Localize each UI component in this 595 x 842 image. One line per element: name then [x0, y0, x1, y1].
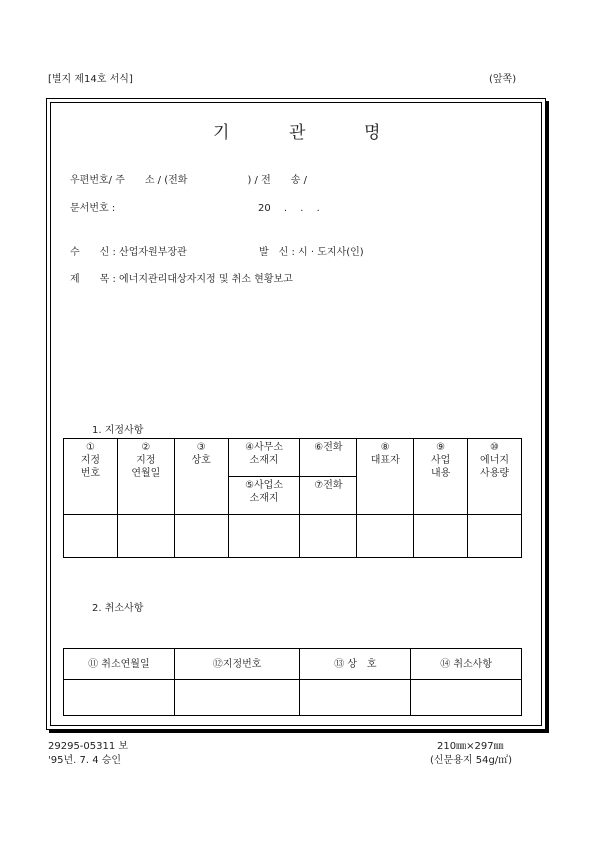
table-cell[interactable] [117, 514, 174, 557]
col-site-phone: ⑦전화 [300, 477, 357, 514]
form-code: 29295-05311 보 [48, 741, 129, 752]
col-designation-number: ① 지정 번호 [64, 439, 118, 515]
col-company-name-2: ⑬ 상 호 [300, 649, 411, 680]
table-cell[interactable] [300, 680, 411, 716]
table-cell[interactable] [64, 514, 118, 557]
table-cell[interactable] [468, 514, 522, 557]
subject: 제 목 : 에너지관리대상자지정 및 취소 현황보고 [70, 274, 293, 285]
table-cell[interactable] [174, 514, 228, 557]
col-designation-number-2: ⑫지정번호 [174, 649, 300, 680]
form-inner-border [50, 102, 542, 726]
table-cell[interactable] [64, 680, 175, 716]
table-cell[interactable] [174, 680, 300, 716]
table-cell[interactable] [357, 514, 414, 557]
sender: 발 신 : 시 · 도지사(인) [259, 247, 364, 258]
col-office-location: ④사무소 소재지 [228, 439, 300, 477]
table-cell[interactable] [414, 514, 468, 557]
col-site-location: ⑤사업소 소재지 [228, 477, 300, 514]
page-side-label: (앞쪽) [489, 74, 517, 85]
title-char-1: 기 [213, 123, 231, 143]
form-id: [별지 제14호 서식] [48, 74, 133, 85]
col-cancel-date: ⑪ 취소연월일 [64, 649, 175, 680]
title-char-3: 명 [364, 123, 382, 143]
table-cell[interactable] [411, 680, 522, 716]
col-company-name: ③ 상호 [174, 439, 228, 515]
approval-date: '95년. 7. 4 승인 [48, 755, 122, 766]
cancellation-table [63, 648, 522, 716]
col-energy-usage: ⑩ 에너지 사용량 [468, 439, 522, 515]
address-line: 우편번호/ 주 소 / (전화 ) / 전 송 / [70, 175, 307, 186]
table-cell[interactable] [300, 514, 357, 557]
designation-table [63, 438, 522, 558]
col-representative: ⑧ 대표자 [357, 439, 414, 515]
form-box [46, 98, 546, 730]
paper-type: (신문용지 54g/㎡) [430, 755, 513, 766]
section1-heading: 1. 지정사항 [92, 425, 144, 436]
doc-date: 20 . . . [258, 203, 320, 214]
col-cancel-details: ⑭ 취소사항 [411, 649, 522, 680]
table-cell[interactable] [228, 514, 300, 557]
paper-size: 210㎜×297㎜ [437, 741, 504, 752]
recipient: 수 신 : 산업자원부장관 [70, 247, 187, 258]
title-char-2: 관 [289, 123, 307, 143]
col-office-phone: ⑥전화 [300, 439, 357, 477]
col-designation-date: ② 지정 연월일 [117, 439, 174, 515]
doc-number-label: 문서번호 : [70, 203, 116, 214]
section2-heading: 2. 취소사항 [92, 603, 144, 614]
col-business-content: ⑨ 사업 내용 [414, 439, 468, 515]
